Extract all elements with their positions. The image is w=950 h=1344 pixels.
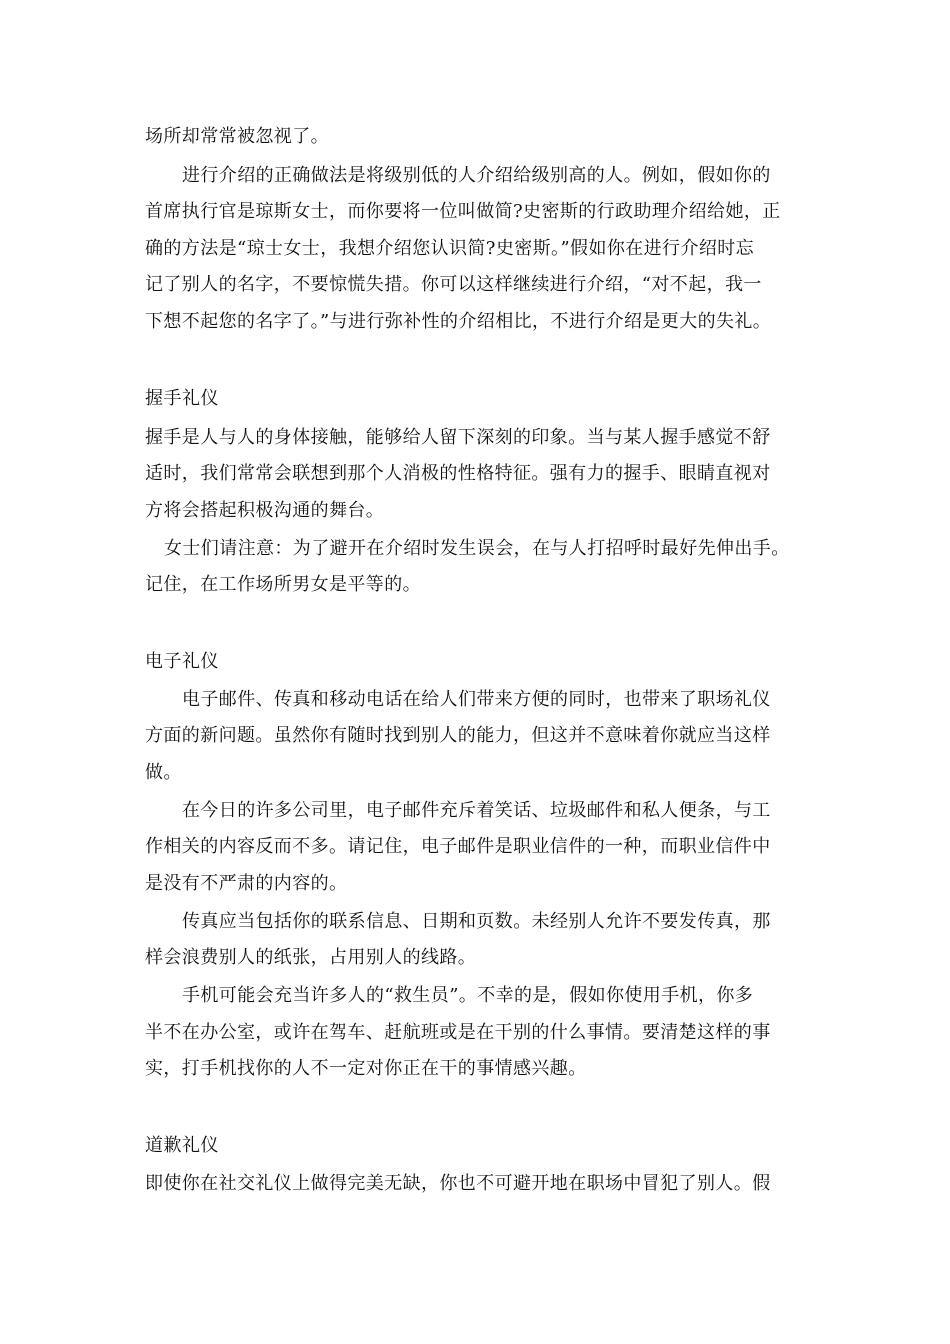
paragraph-line: 女士们请注意：为了避开在介绍时发生误会，在与人打招呼时最好先伸出手。 (164, 538, 790, 559)
paragraph-line: 手机可能会充当许多人的“救生员”。不幸的是，假如你使用手机，你多 (182, 985, 754, 1006)
paragraph-line: 确的方法是“琼士女士，我想介绍您认识简?史密斯。”假如你在进行介绍时忘 (145, 238, 755, 259)
paragraph-line: 记住，在工作场所男女是平等的。 (145, 574, 421, 595)
paragraph-line: 下想不起您的名字了。”与进行弥补性的介绍相比，不进行介绍是更大的失礼。 (145, 311, 772, 332)
paragraph-line: 握手是人与人的身体接触，能够给人留下深刻的印象。当与某人握手感觉不舒 (145, 427, 771, 448)
paragraph-line: 在今日的许多公司里，电子邮件充斥着笑话、垃圾邮件和私人便条，与工 (182, 800, 771, 821)
paragraph-line: 电子邮件、传真和移动电话在给人们带来方便的同时，也带来了职场礼仪 (182, 689, 771, 710)
paragraph-line: 方将会搭起积极沟通的舞台。 (145, 500, 385, 521)
paragraph-line: 首席执行官是琼斯女士，而你要将一位叫做简?史密斯的行政助理介绍给她，正 (145, 201, 781, 222)
paragraph-line: 进行介绍的正确做法是将级别低的人介绍给级别高的人。例如，假如你的 (182, 165, 771, 186)
paragraph-line: 是没有不严肃的内容的。 (145, 873, 348, 894)
paragraph-line: 传真应当包括你的联系信息、日期和页数。未经别人允许不要发传真，那 (182, 911, 771, 932)
paragraph-line: 记了别人的名字，不要惊慌失措。你可以这样继续进行介绍，“对不起，我一 (145, 274, 762, 295)
section-heading: 握手礼仪 (145, 388, 219, 409)
paragraph-line: 半不在办公室，或许在驾车、赶航班或是在干别的什么事情。要清楚这样的事 (145, 1022, 771, 1043)
paragraph-line: 适时，我们常常会联想到那个人消极的性格特征。强有力的握手、眼睛直视对 (145, 463, 771, 484)
section-heading: 电子礼仪 (145, 651, 219, 672)
paragraph-line: 实，打手机找你的人不一定对你正在干的事情感兴趣。 (145, 1058, 587, 1079)
paragraph-line: 做。 (145, 762, 182, 783)
paragraph-line: 作相关的内容反而不多。请记住，电子邮件是职业信件的一种，而职业信件中 (145, 836, 771, 857)
paragraph-line: 方面的新问题。虽然你有随时找到别人的能力，但这并不意味着你就应当这样 (145, 725, 771, 746)
paragraph-line: 场所却常常被忽视了。 (145, 126, 329, 147)
section-heading: 道歉礼仪 (145, 1135, 219, 1156)
paragraph-line: 即使你在社交礼仪上做得完美无缺，你也不可避开地在职场中冒犯了别人。假 (145, 1173, 771, 1194)
paragraph-line: 样会浪费别人的纸张，占用别人的线路。 (145, 947, 477, 968)
